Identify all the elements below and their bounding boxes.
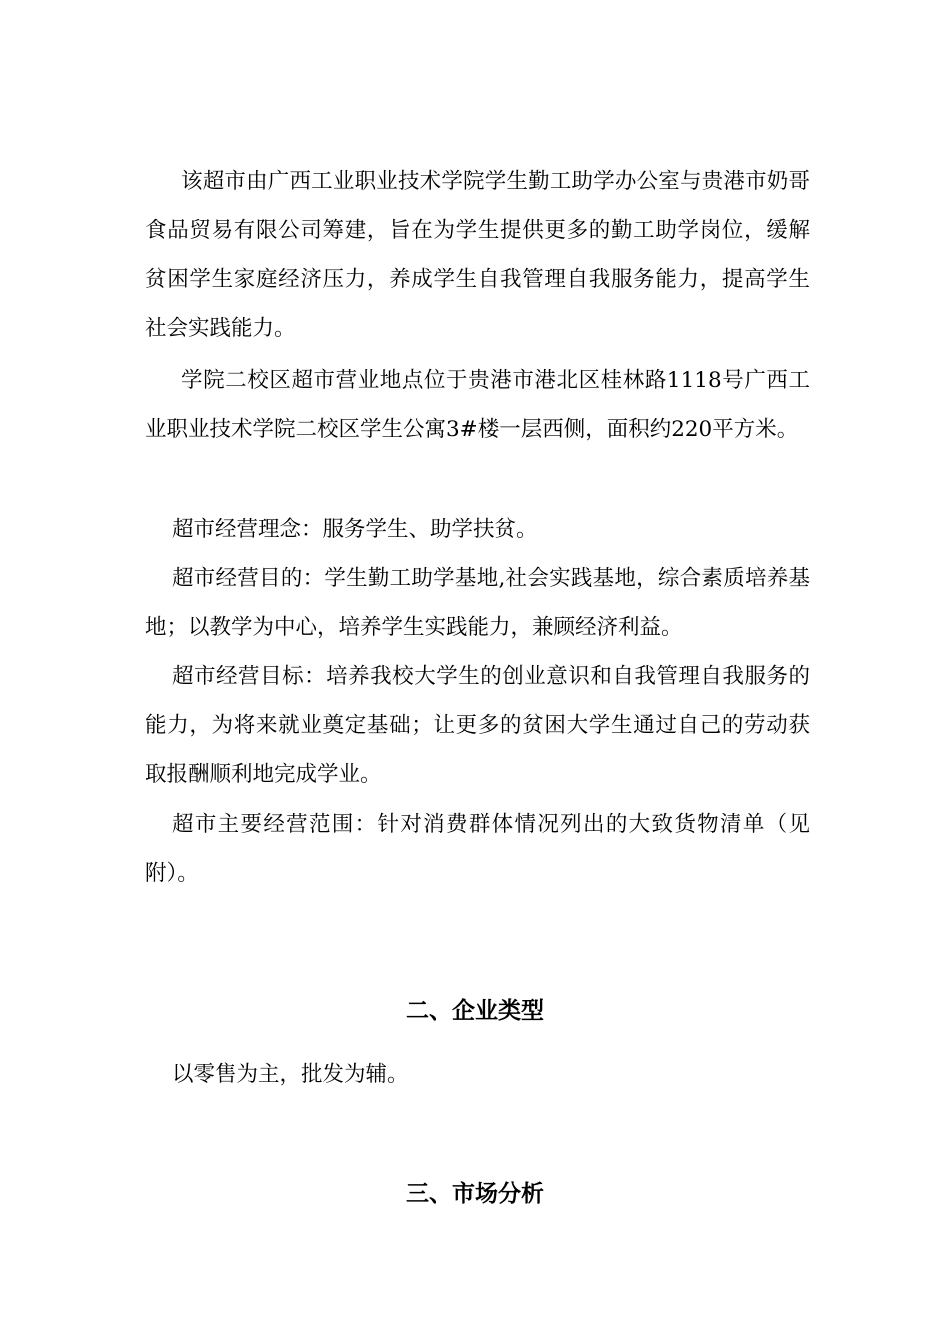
paragraph-intro: 该超市由广西工业职业技术学院学生勤工助学办公室与贵港市奶哥食品贸易有限公司筹建，旨在为学生提供更多的勤工助学岗位，缓解贫困学生家庭经济压力，养成学生自我管理自我服务能力，提高学生社会实践能力。: [145, 169, 810, 341]
paragraph-philosophy: 超市经营理念：服务学生、助学扶贫。: [172, 517, 538, 542]
paragraph-location: 学院二校区超市营业地点位于贵港市港北区桂林路1118号广西工业职业技术学院二校区学生公寓3#楼一层西侧，面积约220平方米。: [145, 368, 810, 442]
paragraph-purpose: 超市经营目的：学生勤工助学基地,社会实践基地，综合素质培养基地；以教学为中心，培养学生实践能力，兼顾经济利益。: [145, 566, 810, 640]
section-heading-market-analysis: 三、市场分析: [406, 1181, 544, 1207]
paragraph-goal: 超市经营目标：培养我校大学生的创业意识和自我管理自我服务的能力，为将来就业奠定基础；让更多的贫困大学生通过自己的劳动获取报酬顺利地完成学业。: [145, 664, 810, 787]
paragraph-enterprise-type: 以零售为主，批发为辅。: [172, 1062, 409, 1087]
paragraph-scope: 超市主要经营范围：针对消费群体情况列出的大致货物清单（见附）。: [145, 812, 810, 886]
section-heading-enterprise-type: 二、企业类型: [406, 998, 544, 1024]
